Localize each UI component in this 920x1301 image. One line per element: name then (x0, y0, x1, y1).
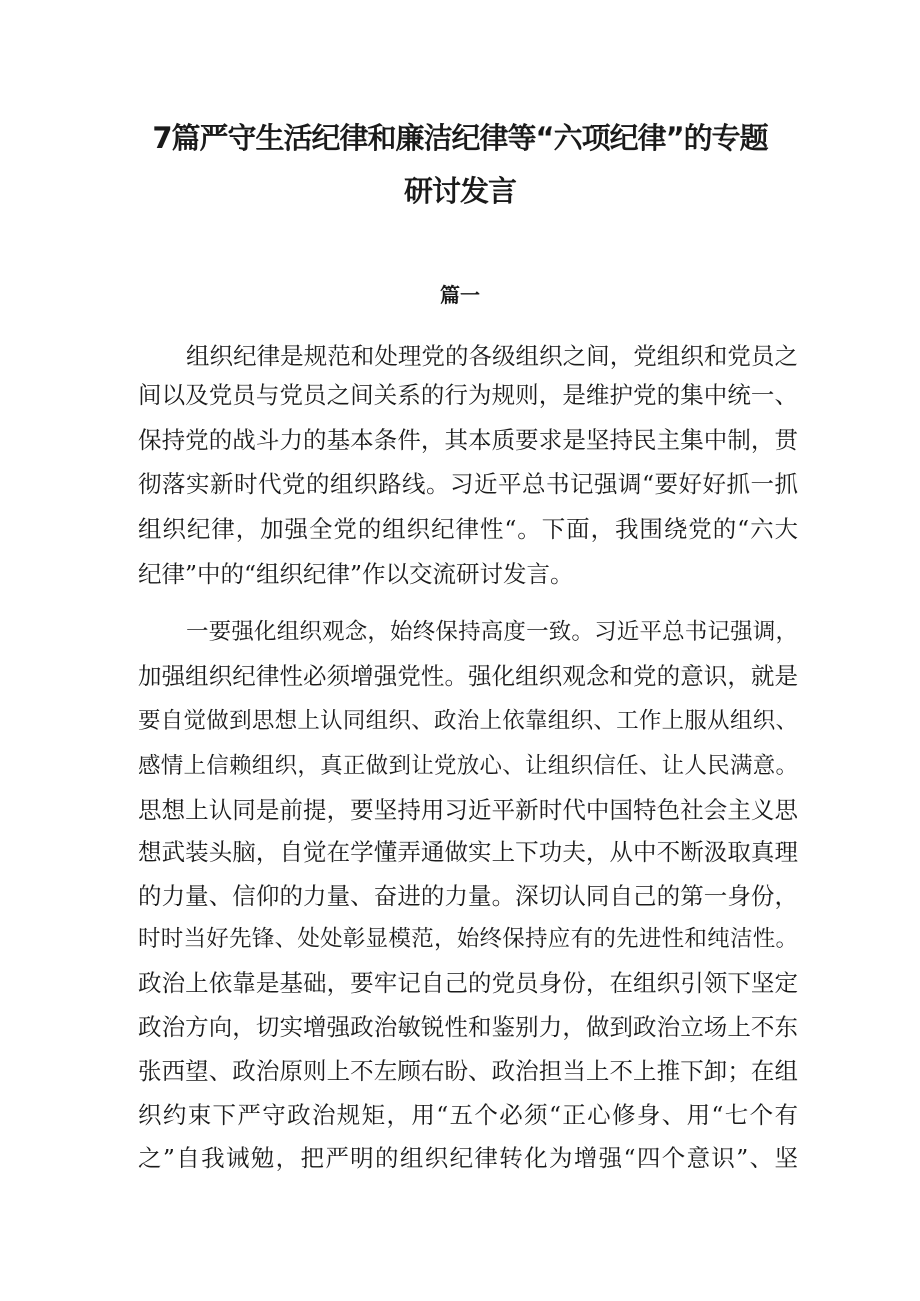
paragraph-line: 之”自我诫勉，把严明的组织纪律转化为增强“四个意识”、坚 (138, 1144, 798, 1172)
paragraph-line: 组织纪律，加强全党的组织纪律性“。下面，我围绕党的“六大 (138, 515, 798, 543)
paragraph-line: 感情上信赖组织，真正做到让党放心、让组织信任、让人民满意。 (138, 753, 798, 779)
paragraph-line: 要自觉做到思想上认同组织、政治上依靠组织、工作上服从组织、 (138, 708, 798, 734)
paragraph-line: 的力量、信仰的力量、奋进的力量。深切认同自己的第一身份， (138, 882, 798, 910)
document-title-line-2: 研讨发言 (403, 174, 516, 208)
paragraph-line: 时时当好先锋、处处彰显模范，始终保持应有的先进性和纯洁性。 (138, 926, 798, 952)
paragraph-line: 想武装头脑，自觉在学懂弄通做实上下功夫，从中不断汲取真理 (138, 838, 798, 866)
document-title-line-1: 7篇严守生活纪律和廉洁纪律等“六项纪律”的专题 (152, 121, 768, 155)
paragraph-line: 思想上认同是前提，要坚持用习近平新时代中国特色社会主义思 (138, 796, 798, 824)
paragraph-line: 政治方向，切实增强政治敏锐性和鉴别力，做到政治立场上不东 (138, 1013, 798, 1041)
paragraph-line: 彻落实新时代党的组织路线。习近平总书记强调“要好好抓一抓 (138, 470, 798, 498)
paragraph-line: 加强组织纪律性必须增强党性。强化组织观念和党的意识，就是 (138, 662, 798, 690)
paragraph-line: 间以及党员与党员之间关系的行为规则，是维护党的集中统一、 (138, 381, 798, 409)
paragraph-line: 保持党的战斗力的基本条件，其本质要求是坚持民主集中制，贯 (138, 426, 798, 454)
section-heading: 篇一 (440, 283, 480, 307)
paragraph-line: 织约束下严守政治规矩，用“五个必须“正心修身、用“七个有 (138, 1101, 798, 1129)
paragraph-line: 政治上依靠是基础，要牢记自己的党员身份，在组织引领下坚定 (138, 969, 798, 997)
paragraph-line: 张西望、政治原则上不左顾右盼、政治担当上不上推下卸；在组 (138, 1057, 798, 1085)
paragraph-line: 纪律”中的“组织纪律”作以交流研讨发言。 (138, 560, 574, 588)
paragraph-line: 一要强化组织观念，始终保持高度一致。习近平总书记强调， (186, 619, 798, 645)
paragraph-line: 组织纪律是规范和处理党的各级组织之间，党组织和党员之 (186, 342, 798, 370)
